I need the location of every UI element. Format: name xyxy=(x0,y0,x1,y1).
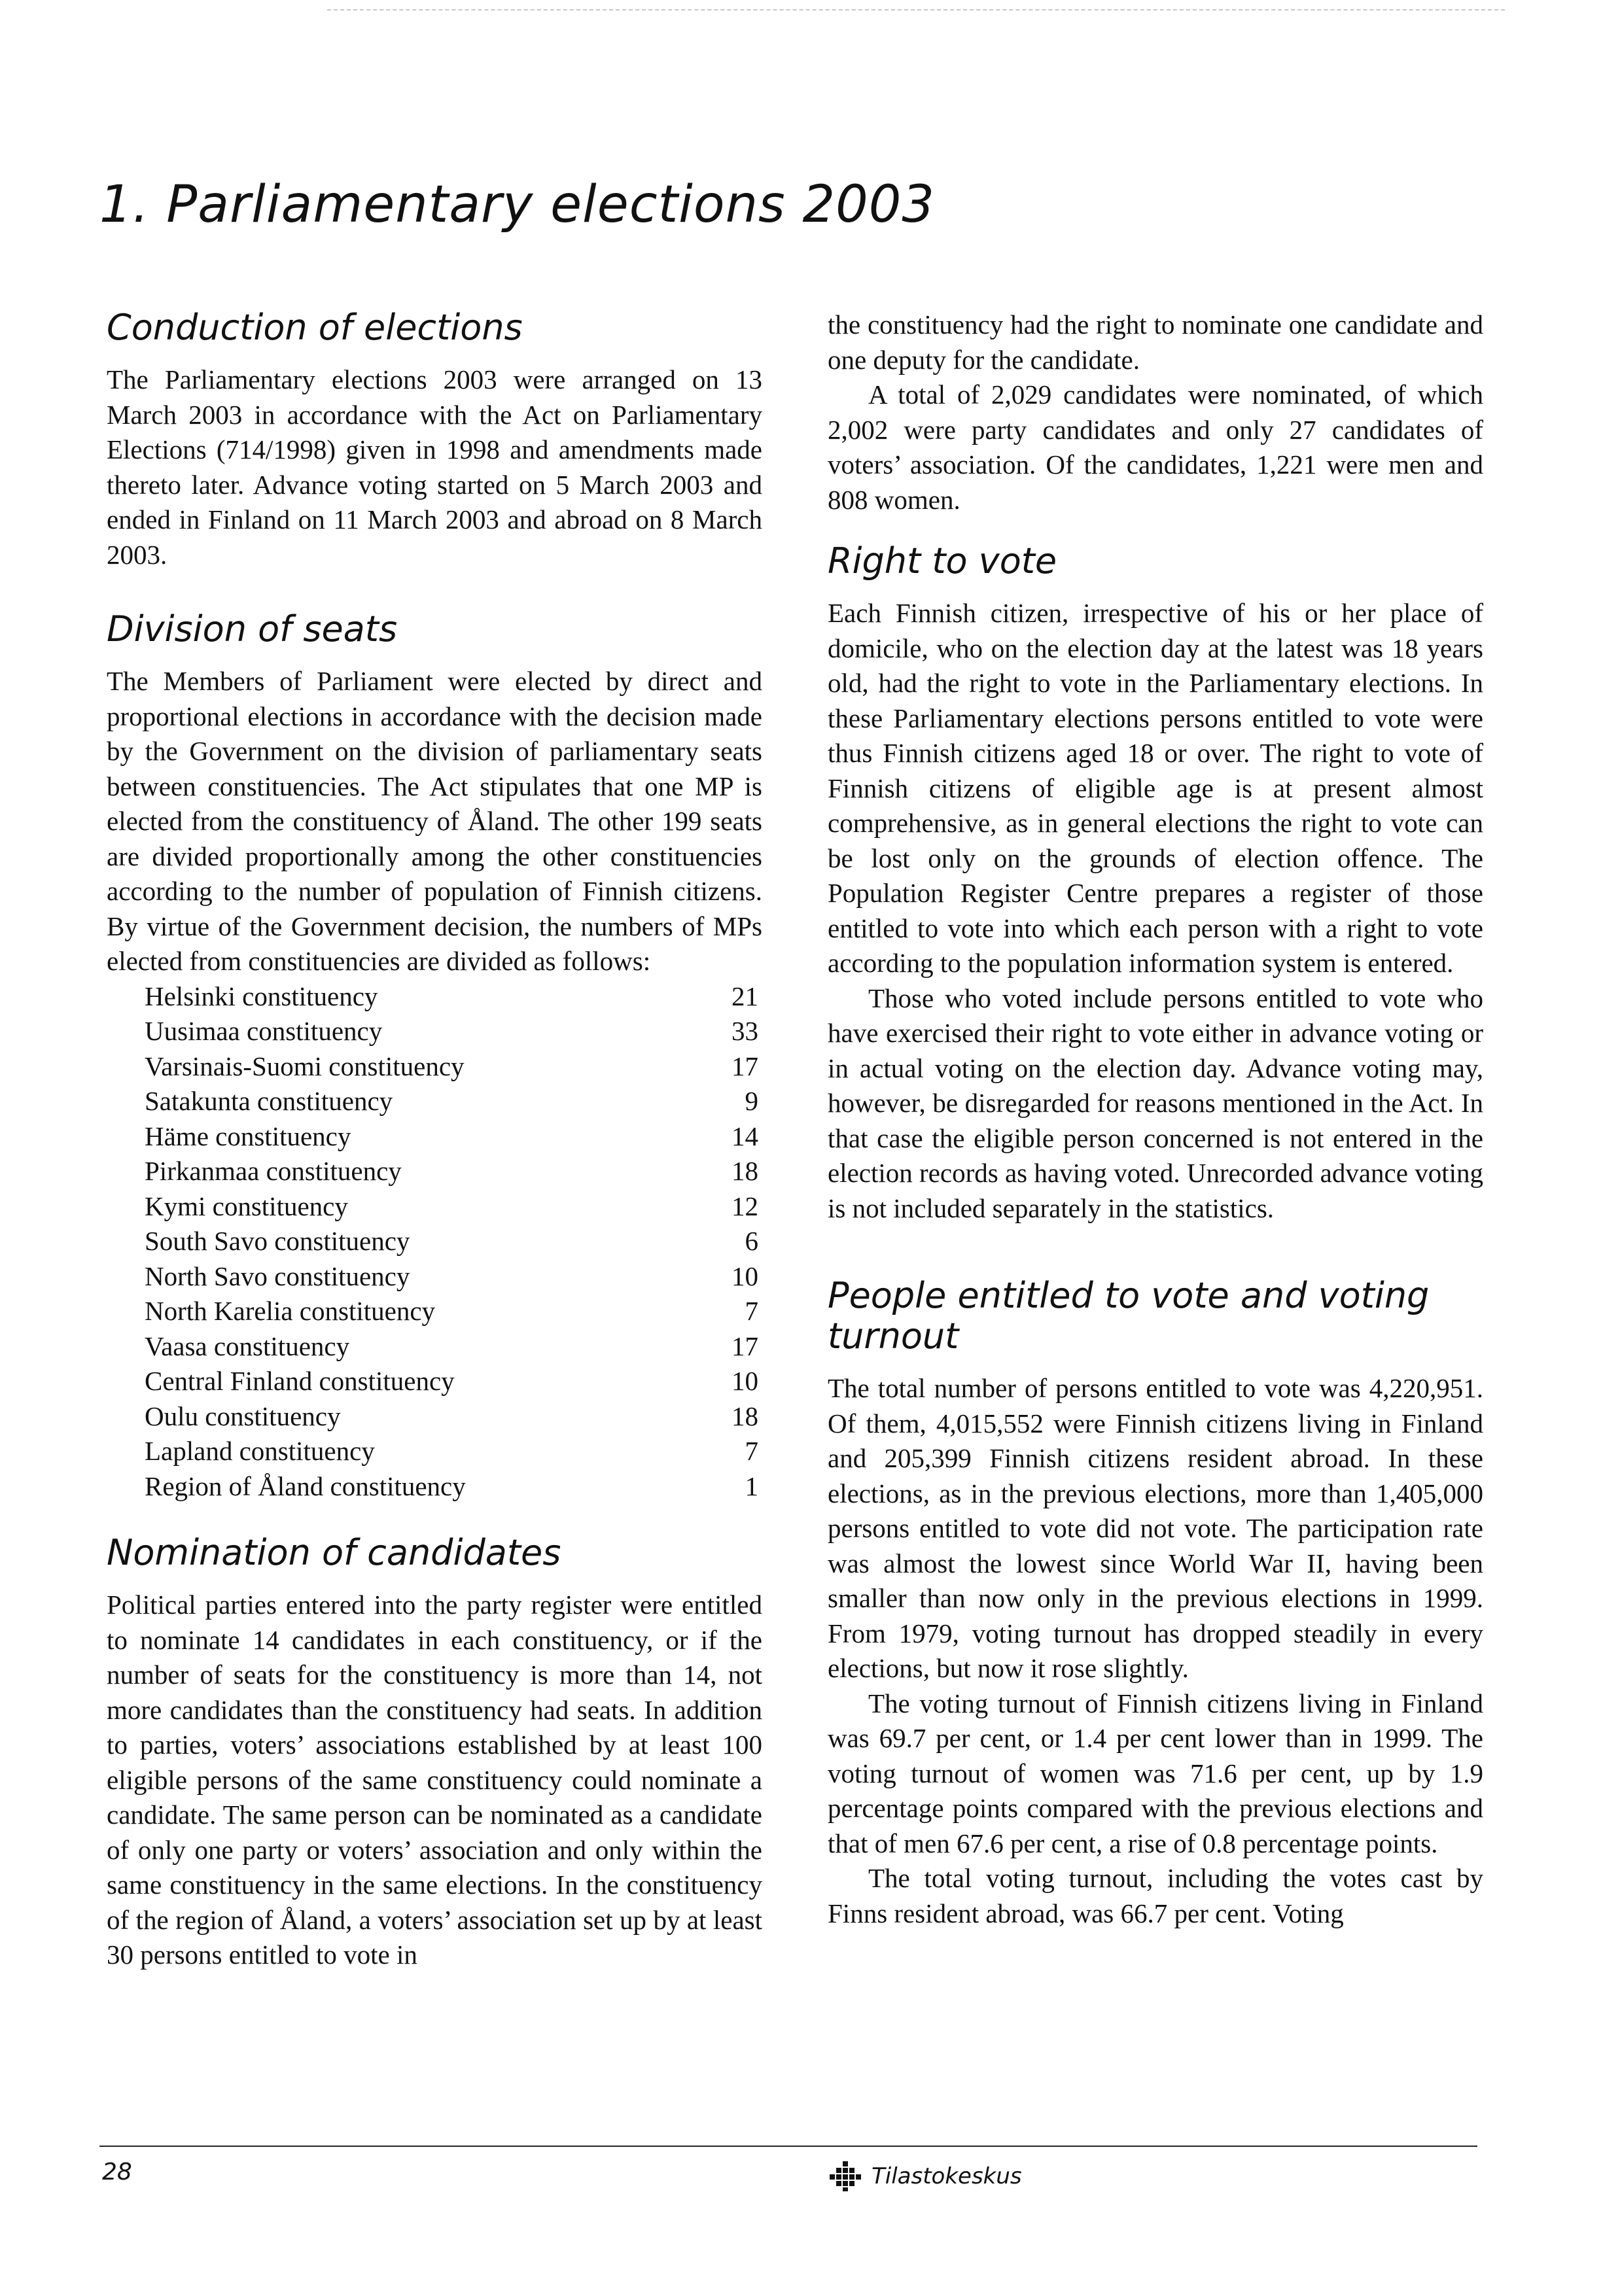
seat-row xyxy=(145,1154,762,1189)
turnout-text-3: The total voting turnout, including the votes cast by Finns resident abroad, was 66.7 per cent. Voting xyxy=(828,1863,1483,1928)
seat-row xyxy=(145,979,762,1015)
constituency-name: Pirkanmaa constituency xyxy=(145,1156,402,1186)
publisher-mark xyxy=(826,2160,1022,2193)
constituency-name: Häme constituency xyxy=(145,1121,351,1151)
seats-list xyxy=(145,979,762,1505)
constituency-name: Satakunta constituency xyxy=(145,1086,393,1116)
seat-row xyxy=(145,1399,762,1435)
seat-count: 6 xyxy=(745,1226,758,1256)
constituency-name: South Savo constituency xyxy=(145,1226,410,1256)
constituency-name: Kymi constituency xyxy=(145,1191,348,1221)
seat-row xyxy=(145,1224,762,1259)
seat-row xyxy=(145,1084,762,1119)
publisher-name: Tilastokeskus xyxy=(872,2163,1022,2189)
conduction-text: The Parliamentary elections 2003 were arranged on 13 March 2003 in accordance with the Act on Parliamentary Elections (714/1998) given in 1998 and amendments made thereto later. Advance voting started on 5 March 2003 and ended in Finland on 11 March 2003 and abroad on 8 March 2003. xyxy=(107,364,762,570)
seat-row xyxy=(145,1049,762,1085)
page-title: 1. Parliamentary elections 2003 xyxy=(99,175,935,234)
constituency-name: Oulu constituency xyxy=(145,1400,341,1431)
constituency-name: North Karelia constituency xyxy=(145,1296,436,1326)
left-column xyxy=(107,307,762,1973)
seat-count: 17 xyxy=(731,1331,758,1361)
seat-count: 33 xyxy=(731,1016,758,1046)
seat-row xyxy=(145,1189,762,1225)
candidates-total-text: A total of 2,029 candidates were nominated, of which 2,002 were party candidates and only 27 candidates of voters’ association. Of the candidates, 1,221 were men and 808 women. xyxy=(828,379,1483,515)
constituency-name: Lapland constituency xyxy=(145,1436,375,1466)
seat-count: 14 xyxy=(731,1121,758,1151)
tilastokeskus-logo-icon xyxy=(826,2160,865,2193)
turnout-text-2: The voting turnout of Finnish citizens living in Finland was 69.7 per cent, or 1.4 per cent lower than in 1999. The voting turnout of women was 71.6 per cent, up by 1.9 percentage points compared with the previous elections and that of men 67.6 per cent, a rise of 0.8 percentage points. xyxy=(828,1688,1483,1858)
turnout-text-1: The total number of persons entitled to vote was 4,220,951. Of them, 4,015,552 were Finnish citizens living in Finland and 205,399 Finnish citizens resident abroad. In these elections, as in the previous elections, more than 1,405,000 persons entitled to vote did not vote. The participation rate was almost the lowest since World War II, having been smaller than now only in the previous elections in 1999. From 1979, voting turnout has dropped steadily in every elections, but now it rose slightly. xyxy=(828,1373,1483,1683)
footer-rule xyxy=(99,2146,1477,2147)
seat-row xyxy=(145,1364,762,1399)
seat-count: 7 xyxy=(745,1436,758,1466)
seat-row xyxy=(145,1259,762,1295)
seat-count: 18 xyxy=(731,1400,758,1431)
seat-count: 18 xyxy=(731,1156,758,1186)
constituency-name: Helsinki constituency xyxy=(145,981,378,1011)
constituency-name: Region of Åland constituency xyxy=(145,1470,466,1501)
seat-count: 7 xyxy=(745,1296,758,1326)
seat-row xyxy=(145,1014,762,1049)
seat-count: 12 xyxy=(731,1191,758,1221)
constituency-name: North Savo constituency xyxy=(145,1261,410,1291)
page-number: 28 xyxy=(102,2159,132,2185)
constituency-name: Central Finland constituency xyxy=(145,1366,455,1396)
top-scan-rule xyxy=(327,9,1505,12)
heading-conduction: Conduction of elections xyxy=(107,307,523,348)
right-column xyxy=(828,307,1483,1931)
seat-count: 1 xyxy=(745,1470,758,1501)
nomination-cont-text: the constituency had the right to nominate one candidate and one deputy for the candidate. xyxy=(828,309,1483,375)
constituency-name: Varsinais-Suomi constituency xyxy=(145,1051,465,1081)
heading-right-to-vote: Right to vote xyxy=(828,540,1057,582)
heading-turnout: People entitled to vote and voting turnout xyxy=(828,1275,1430,1357)
seat-row xyxy=(145,1294,762,1329)
constituency-name: Uusimaa constituency xyxy=(145,1016,383,1046)
seat-count: 10 xyxy=(731,1261,758,1291)
seat-row xyxy=(145,1434,762,1469)
heading-division: Division of seats xyxy=(107,608,398,650)
constituency-name: Vaasa constituency xyxy=(145,1331,350,1361)
heading-nomination: Nomination of candidates xyxy=(107,1532,561,1573)
right-to-vote-text: Each Finnish citizen, irrespective of his or her place of domicile, who on the election day at the latest was 18 years old, had the right to vote in the Parliamentary elections. In these Parliamentary elections persons entitled to vote were thus Finnish citizens aged 18 or over. The right to vote of Finnish citizens of eligible age is at present almost comprehensive, as in general elections the right to vote can be lost only on the grounds of election offence. The Population Register Centre prepares a register of those entitled to vote into which each person with a right to vote according to the population information system is entered. xyxy=(828,598,1483,978)
seat-row xyxy=(145,1329,762,1365)
those-who-voted-text: Those who voted include persons entitled to vote who have exercised their right to vote either in advance voting or in actual voting on the election day. Advance voting may, however, be disregarded for reasons mentioned in the Act. In that case the eligible person concerned is not entered in the election records as having voted. Unrecorded advance voting is not included separately in the statistics. xyxy=(828,983,1483,1223)
nomination-text: Political parties entered into the party register were entitled to nominate 14 candidates in each constituency, or if the number of seats for the constituency is more than 14, not more candidates than the constituency had seats. In addition to parties, voters’ associations established by at least 100 eligible persons of the same constituency could nominate a candidate. The same person can be nominated as a candidate of only one party or voters’ association and only within the same constituency in the same elections. In the constituency of the region of Åland, a voters’ association set up by at least 30 persons entitled to vote in xyxy=(107,1590,762,1970)
seat-count: 21 xyxy=(731,981,758,1011)
division-text: The Members of Parliament were elected by direct and proportional elections in accordance with the decision made by the Government on the division of parliamentary seats between constituencies. The Act stipulates that one MP is elected from the constituency of Åland. The other 199 seats are divided proportionally among the other constituencies according to the number of population of Finnish citizens. By virtue of the Government decision, the numbers of MPs elected from constituencies are divided as follows: xyxy=(107,666,762,976)
seat-count: 17 xyxy=(731,1051,758,1081)
seat-row xyxy=(145,1119,762,1155)
seat-row xyxy=(145,1469,762,1505)
seat-count: 9 xyxy=(745,1086,758,1116)
seat-count: 10 xyxy=(731,1366,758,1396)
